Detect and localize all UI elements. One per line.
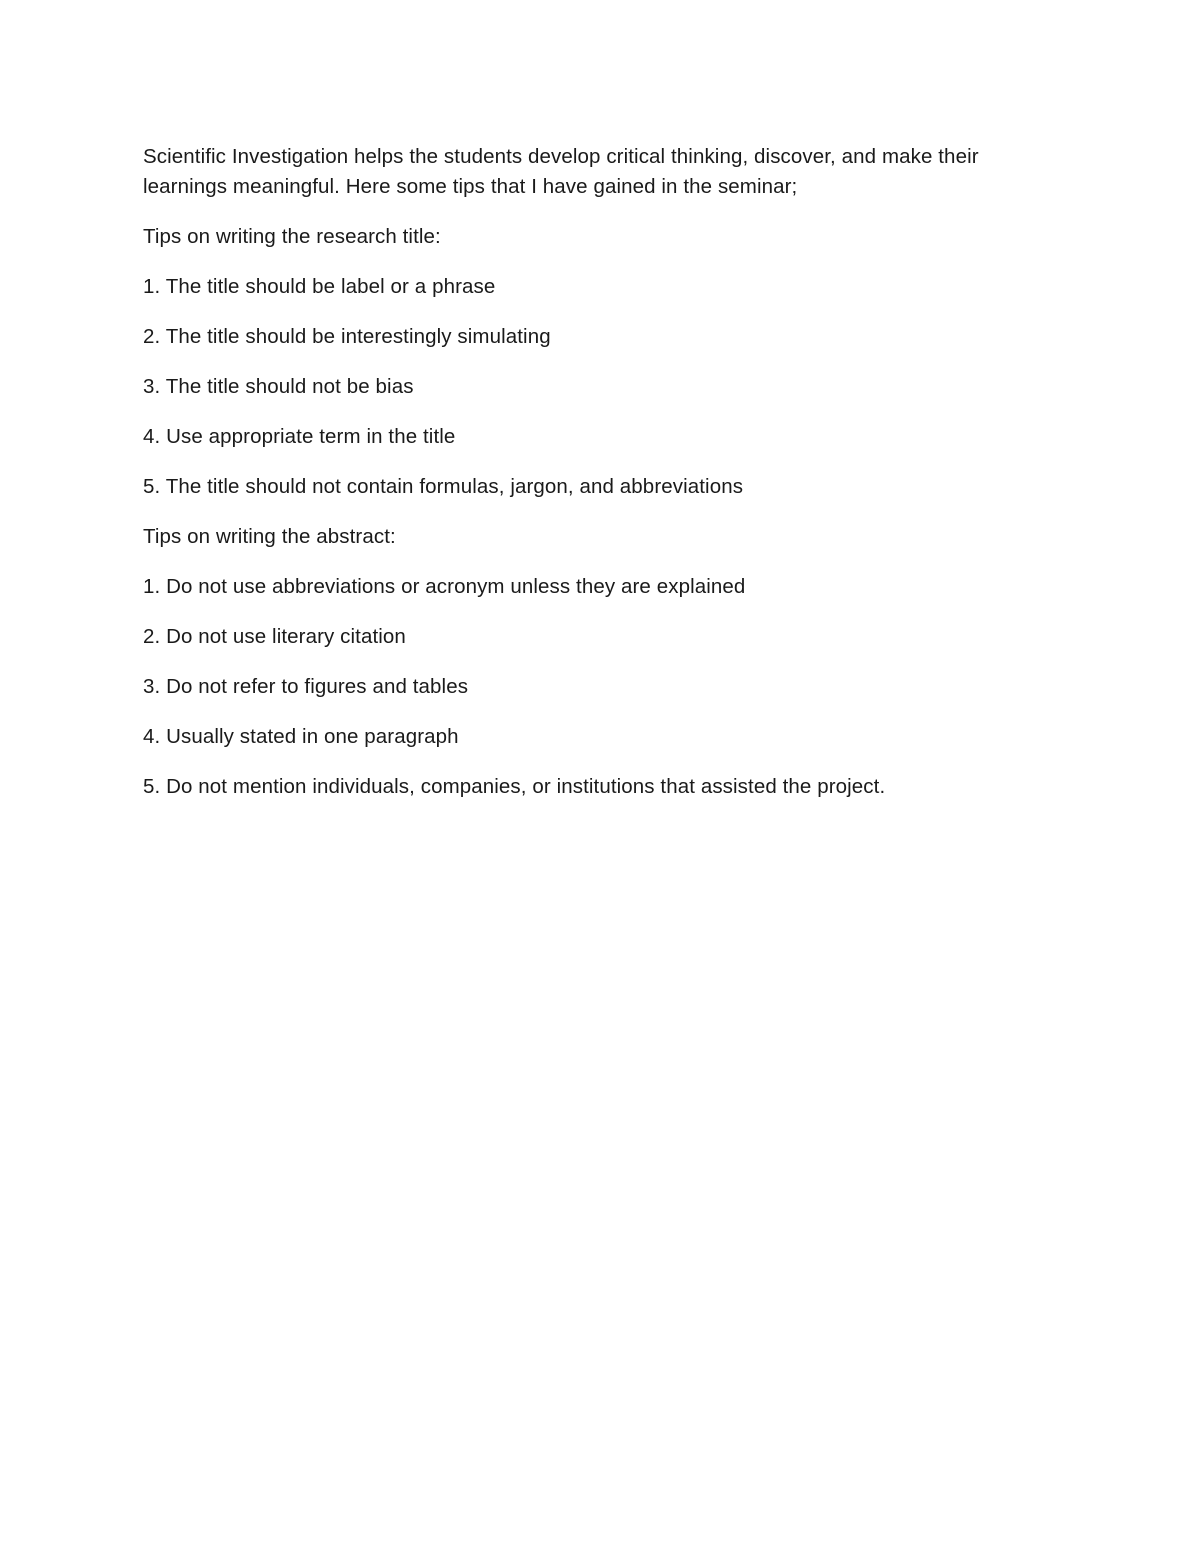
list-item: 5. The title should not contain formulas, jargon, and abbreviations [143, 475, 744, 498]
intro-paragraph: Scientific Investigation helps the students develop critical thinking, discover, and make their learnings meaningful. Here some tips that I have gained in the seminar; [143, 145, 979, 198]
list-item: 1. The title should be label or a phrase [143, 275, 496, 298]
section-research-title [143, 222, 1043, 502]
section-abstract [143, 522, 1043, 802]
document-body [143, 142, 1043, 822]
list-item: 2. The title should be interestingly simulating [143, 325, 551, 348]
section-heading: Tips on writing the research title: [143, 225, 441, 248]
list-item: 1. Do not use abbreviations or acronym unless they are explained [143, 575, 746, 598]
list-item: 2. Do not use literary citation [143, 625, 406, 648]
section-heading: Tips on writing the abstract: [143, 525, 396, 548]
list-item: 5. Do not mention individuals, companies, or institutions that assisted the project. [143, 775, 886, 798]
tips-list [143, 572, 1043, 802]
list-item: 3. The title should not be bias [143, 375, 414, 398]
tips-list [143, 272, 1043, 502]
list-item: 4. Usually stated in one paragraph [143, 725, 459, 748]
list-item: 4. Use appropriate term in the title [143, 425, 456, 448]
list-item: 3. Do not refer to figures and tables [143, 675, 469, 698]
